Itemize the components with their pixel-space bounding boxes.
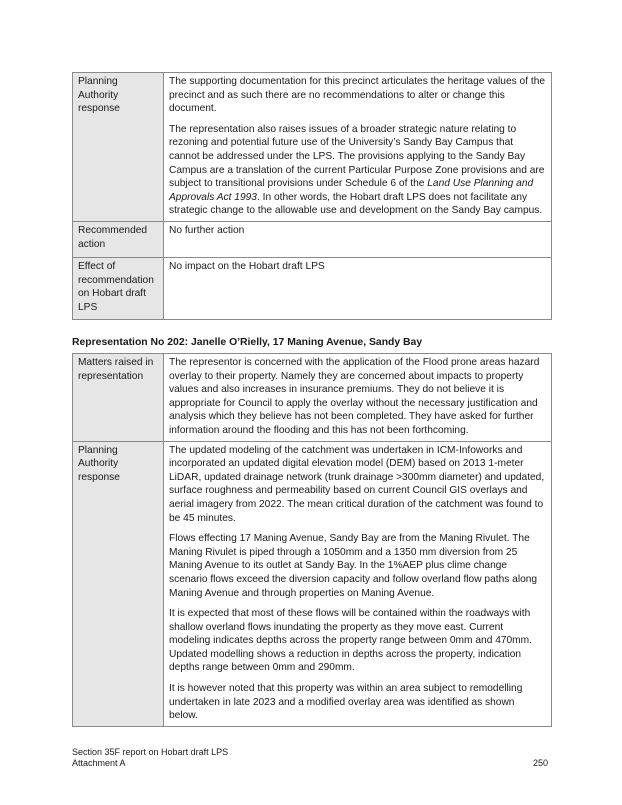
paragraph: Flows effecting 17 Maning Avenue, Sandy Bay are from the Maning Rivulet. The Maning Rivulet is piped through a 1050mm and a 1350 mm diversion from 25 Maning Avenue to its outlet at Sandy Bay. In the 1%AEP plus clime change scenario flows exceed the diversion capacity and follow overland flow paths along Maning Avenue and through properties on Maning Avenue. (169, 533, 538, 599)
row-label: Planning Authority response (73, 441, 164, 726)
table-row (73, 221, 552, 257)
row-label: Planning Authority response (73, 73, 164, 222)
paragraph (169, 123, 546, 218)
act-title: Land Use Planning and Approvals Act 1993 (169, 178, 534, 203)
paragraph: It is expected that most of these flows will be contained within the roadways with shallow overland flows inundating the property as they move east. Current modeling indicates depths across the property range between 0mm and 470mm. Updated modelling shows a reduction in depths across the property, indication depths range between 0mm and 290mm. (169, 608, 532, 674)
row-label: Recommended action (73, 221, 164, 257)
row-content: No impact on the Hobart draft LPS (164, 257, 552, 319)
response-table-1 (72, 72, 552, 320)
row-content (164, 354, 552, 442)
row-label: Effect of recommendation on Hobart draft LPS (73, 257, 164, 319)
table-row (73, 441, 552, 726)
page-number: 250 (532, 758, 548, 768)
row-label: Matters raised in representation (73, 354, 164, 442)
table-row (73, 73, 552, 222)
footer-report-title: Section 35F report on Hobart draft LPS (72, 747, 229, 757)
paragraph: It is however noted that this property was within an area subject to remodelling undertaken in late 2023 and a modified overlay area was identified as shown below. (169, 683, 523, 722)
text-run: . In other words, the Hobart draft LPS does not facilitate any strategic change to the allowable use and development on the Sandy Bay campus. (169, 191, 543, 217)
table-row (73, 257, 552, 319)
response-table-2 (72, 353, 552, 727)
paragraph: The updated modeling of the catchment was undertaken in ICM-Infoworks and incorporated an updated digital elevation model (DEM) based on 2013 1-meter LiDAR, updated drainage network (trunk drainage >300mm diameter) and updated, surface roughness and permeability based on current Council GIS overlays and aerial imagery from 2022. The mean critical duration of the catchment was found to be 45 minutes. (169, 444, 545, 524)
row-content (164, 441, 552, 726)
representation-heading: Representation No 202: Janelle O’Rielly, 17 Maning Avenue, Sandy Bay (72, 337, 423, 348)
table-row (73, 354, 552, 442)
text-run: The representation also raises issues of a broader strategic nature relating to rezoning and potential future use of the University’s Sandy Bay Campus that cannot be addressed under the LPS. The provisions applying to the Sandy Bay Campus are a translation of the current Particular Purpose Zone provisions and are subject to transitional provisions under Schedule 6 of the (169, 123, 545, 190)
paragraph: The representor is concerned with the application of the Flood prone areas hazard overlay to their property. Namely they are concerned about impacts to property values and also increases in insurance premiums. They do not believe it is appropriate for Council to apply the overlay without the necessary justification and analysis which they believe has not been completed. They have asked for further information around the flooding and this has not been forthcoming. (169, 357, 540, 436)
page-footer (72, 747, 228, 769)
row-content: No further action (164, 221, 552, 257)
row-content (164, 73, 552, 222)
footer-attachment: Attachment A (72, 758, 126, 768)
paragraph: The supporting documentation for this precinct articulates the heritage values of the precinct and as such there are no recommendations to alter or change this document. (169, 76, 546, 115)
